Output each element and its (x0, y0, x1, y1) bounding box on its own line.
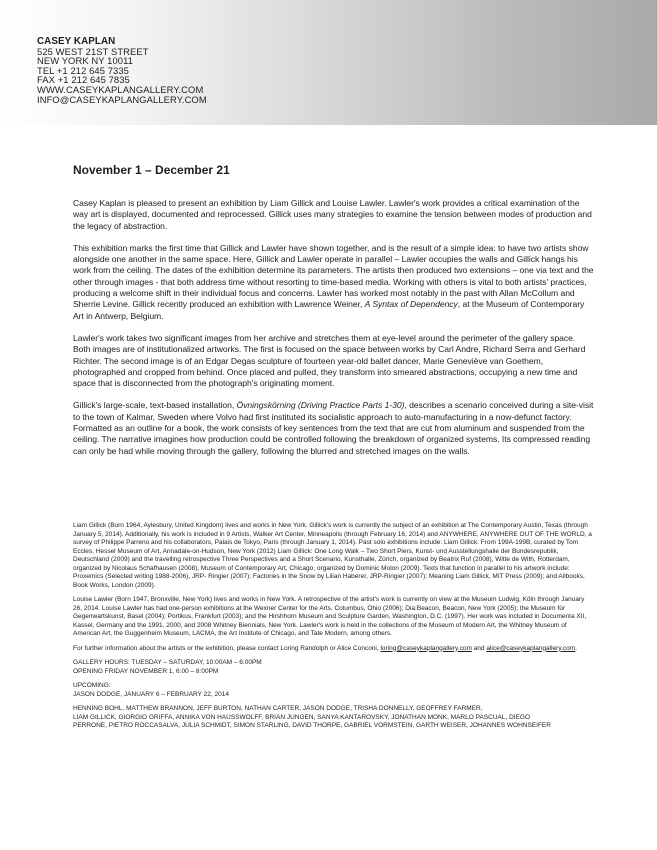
footnotes (73, 522, 595, 737)
upcoming-block (73, 682, 595, 699)
artist-roster (73, 705, 595, 731)
opening-reception: OPENING FRIDAY NOVEMBER 1, 6:00 – 8:00PM (73, 667, 219, 675)
exhibition-paragraph: This exhibition marks the first time that Gillick and Lawler have shown together, and is the result of a simple idea: to have two artists show alongside one another in the same space. Here, Gillick and Lawler operate in parallel – Lawler occupies the walls and Gillick hangs his work from the ceiling. The dates of the exhibition determine its parameters. The artists then produced two extensions – one via text and the other through images - that both address time without resorting to time-based media. Working with others is vital to both artists' practices, producing a welcome shift in their individual focus and concerns. Lawler has worked most notably in the past with Allan McCollum and Sherrie Levine. Gillick recently produced an exhibition with Lawrence Weiner, A Syntax of Dependency, at the Museum of Contemporary Art in Antwerp, Belgium. (73, 242, 594, 321)
gillick-bio: Liam Gillick (Born 1964, Aylesbury, United Kingdom) lives and works in New York. Gillick's work is currently the subject of an exhibition at The Contemporary Austin, Texas (through January 5, 2014). Additionally, his work is included in 9 Artists, Walker Art Center, Minneapolis (through February 16, 2014) and ANYWHERE, ANYWHERE OUT OF THE WORLD, a survey of Philippe Parreno and his collaborators, Palais de Tokyo, Paris (through January 1, 2014). Past solo exhibitions include: Liam Gillick: From 199A-199B, curated by Tom Eccles, Hessel Museum of Art, Annadale-on-Hudson, New York (2012) Liam Gillick: One Long Walk – Two Short Piers, Kunst- und Ausstellungshalle der Bundesrepublik, Deutschland (2009) and the travelling retrospective Three Perspectives and a Short Scenario, Kunsthalle, Zürich, organized by Beatrix Ruf (2008), Witte de With, Rotterdam, organized by Nicolaus Schafhausen (2008), Museum of Contemporary Art, Chicago, organized by Dominic Molon (2009). Texts that function in parallel to his artwork include: Proxemics (Selected writing 1988-2006), JRP- Ringier (2007); Factories in the Snow by Lilian Haberer, JRP-Ringier (2007); Meaning Liam Gillick, MIT Press (2009); and Allbooks, Book Works, London (2009). (73, 522, 592, 589)
upcoming-show: JASON DODGE, JANUARY 6 – FEBRUARY 22, 2014 (73, 690, 229, 698)
gallery-name: CASEY KAPLAN (37, 36, 116, 47)
address-line-1: 525 WEST 21ST STREET (37, 45, 149, 57)
artist-roster-line: HENNING BOHL, MATTHEW BRANNON, JEFF BURTON, NATHAN CARTER, JASON DODGE, TRISHA DONNELLY, GEOFFREY FARMER, (73, 705, 483, 712)
alice-email-link[interactable]: alice@caseykaplangallery.com (486, 644, 576, 652)
fax: FAX +1 212 645 7835 (37, 74, 130, 86)
gallery-contact-block (37, 37, 297, 104)
email-link[interactable]: INFO@CASEYKAPLANGALLERY.COM (37, 93, 207, 105)
artist-roster-line: LIAM GILLICK, GIORGIO GRIFFA, ANNIKA VON HAUSSWOLFF, BRIAN JUNGEN, SANYA KANTAROVSKY, JONATHAN MONK, MARLO PASCUAL, DIEGO (73, 713, 531, 721)
gillick-work-paragraph: Gillick's large-scale, text-based installation, Övningskörning (Driving Practice Parts 1-30), describes a scenario conceived during a site-visit to the town of Kalmar, Sweden where Volvo had first instituted its socialistic approach to auto-manufacturing in a now-defunct factory. Formatted as an outline for a book, the work consists of key sentences from the text that are cut from aluminum and suspended from the ceiling. The narrative imagines how production could be controlled following the breakdown of organized systems. Its compressed reading can only be had while moving through the gallery, following the blurred and stretched images on the walls. (73, 400, 594, 456)
address-line-2: NEW YORK NY 10011 (37, 55, 134, 67)
exhibition-dates: November 1 – December 21 (73, 163, 230, 177)
loring-email-link[interactable]: loring@caseykaplangallery.com (380, 644, 472, 652)
website-link[interactable]: WWW.CASEYKAPLANGALLERY.COM (37, 83, 204, 95)
artist-roster-line: PERRONE, PIETRO ROCCASALVA, JULIA SCHMIDT, SIMON STARLING, DAVID THORPE, GABRIEL VORMSTEIN, GARTH WEISER, JOHANNES WOHNSEIFER (73, 722, 551, 729)
press-release-body (73, 198, 595, 468)
telephone: TEL +1 212 645 7335 (37, 64, 129, 76)
intro-paragraph: Casey Kaplan is pleased to present an exhibition by Liam Gillick and Louise Lawler. Lawler's work provides a critical examination of the way art is displayed, documented and reprocessed. Gillick uses many strategies to examine the tension between modes of production and the legacy of abstraction. (73, 198, 592, 231)
lawler-work-paragraph: Lawler's work takes two significant images from her archive and stretches them at eye-level around the perimeter of the gallery space. Both images are of institutionalized artworks. The first is focused on the space between works by Carl Andre, Richard Serra and Gerhard Richter. The second image is of an Edgar Degas sculpture of fourteen year-old ballet dancer, Marie Geneviève van Goethem, photographed and cropped from behind. Once placed and pulled, they transform into smeared abstractions, occupying a new time and space that is disconnected from the photograph's originating moment. (73, 332, 586, 389)
lawler-bio: Louise Lawler (Born 1947, Bronxville, New York) lives and works in New York. A retrospective of the artist's work is currently on view at the Museum Ludwig, Köln through January 26, 2014. Louise Lawler has had one-person exhibitions at the Wexner Center for the Arts, Columbus, Ohio (2006); Dia:Beacon, Beacon, New York (2005); the Museum für Gegenwartskunst, Basel (2004); Portikus, Frankfurt (2003); and the Hirshhorn Museum and Sculpture Garden, Washington, D.C. (1997). Her work was included in Documenta XII, Kassel, Germany and the 1991, 2000, and 2008 Whitney Biennials, New York. Lawler's work is held in the collections of the Museum of Modern Art, the Whitney Museum of American Art, the Guggenheim Museum, LACMA, the Art Institute of Chicago, and Tate Modern, among others. (73, 596, 587, 637)
gallery-hours: GALLERY HOURS: TUESDAY – SATURDAY, 10:00AM – 6:00PM (73, 659, 262, 666)
upcoming-label: UPCOMING: (73, 682, 111, 689)
contact-note: For further information about the artists or the exhibition, please contact Loring Randolph or Alice Conconi, loring@caseykaplangallery.com and alice@caseykaplangallery.com. (73, 644, 578, 652)
gallery-hours-block (73, 659, 595, 676)
weiner-exhibition-title: A Syntax of Dependency (364, 299, 458, 310)
gillick-installation-title: Övningskörning (Driving Practice Parts 1-30) (236, 400, 405, 411)
